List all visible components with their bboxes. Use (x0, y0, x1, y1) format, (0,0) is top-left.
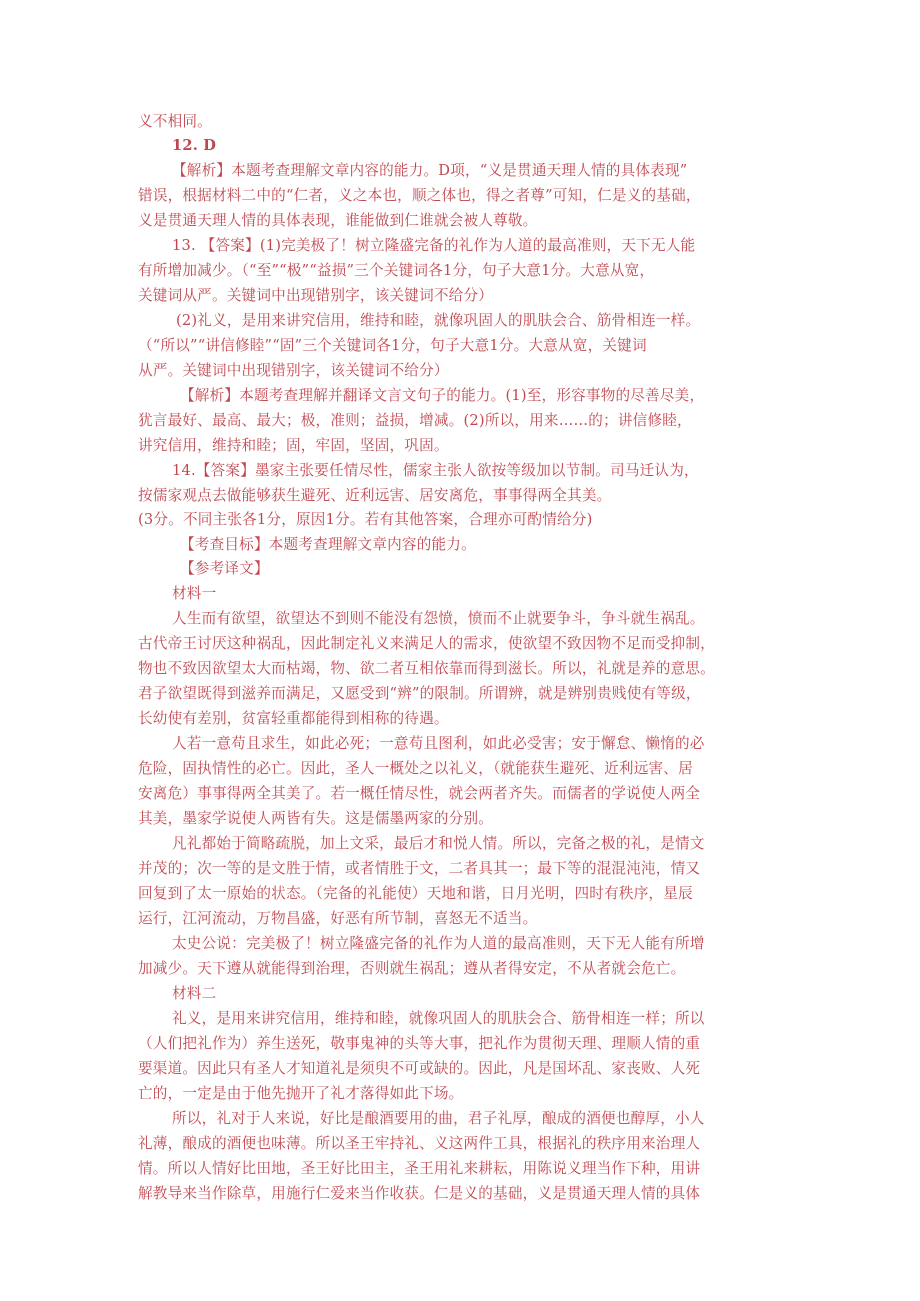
text-line: 错误，根据材料二中的“仁者，义之本也，顺之体也，得之者尊”可知，仁是义的基础， (138, 187, 701, 204)
text-line: 长幼使有差别，贫富轻重都能得到相称的待遇。 (138, 710, 449, 727)
text-line: 安离危）事事得两全其美了。若一概任情尽性，就会两者齐失。而儒者的学说使人两全 (138, 785, 701, 802)
text-line: 义是贯通天理人情的具体表现，谁能做到仁谁就会被人尊敬。 (138, 212, 538, 229)
text-line: 【解析】本题考查理解并翻译文言文句子的能力。(1)至，形容事物的尽善尽美， (180, 387, 705, 404)
text-line: 并茂的；次一等的是文胜于情，或者情胜于文，二者具其一；最下等的混混沌沌，情又 (138, 860, 701, 877)
text-line: 古代帝王讨厌这种祸乱，因此制定礼义来满足人的需求，使欲望不致因物不足而受抑制， (138, 635, 715, 652)
text-line: （“所以”“讲信修睦”“固”三个关键词各1分，句子大意1分。大意从宽，关键词 (138, 337, 647, 354)
text-line: 要渠道。因此只有圣人才知道礼是须臾不可或缺的。因此，凡是国坏乱、家丧败、人死 (138, 1060, 701, 1077)
text-line: 解教导来当作除草，用施行仁爱来当作收获。仁是义的基础，义是贯通天理人情的具体 (138, 1185, 701, 1202)
text-line: 犹言最好、最高、最大；极，准则；益损，增减。(2)所以，用来……的；讲信修睦， (138, 412, 692, 429)
text-line: 君子欲望既得到滋养而满足，又愿受到“辨”的限制。所谓辨，就是辨别贵贱使有等级， (138, 685, 701, 702)
text-line: 运行，江河流动，万物昌盛，好恶有所节制，喜怒无不适当。 (138, 910, 538, 927)
text-line: 人生而有欲望，欲望达不到则不能没有怨愤，愤而不止就要争斗，争斗就生祸乱。 (172, 610, 705, 627)
section-heading: 【参考译文】 (180, 560, 269, 577)
section-heading: 材料二 (172, 985, 217, 1002)
text-line: 按儒家观点去做能够获生避死、近利远害、居安离危，事事得两全其美。 (138, 487, 612, 504)
text-line: 危险，固执情性的必亡。因此，圣人一概处之以礼义，（就能获生避死、近利远害、居 (138, 760, 693, 777)
text-line: 从严。关键词中出现错别字，该关键词不给分） (138, 362, 449, 379)
text-line: 所以，礼对于人来说，好比是酿酒要用的曲，君子礼厚，酿成的酒便也醇厚，小人 (172, 1110, 705, 1127)
text-line: 【解析】本题考查理解文章内容的能力。D项，“义是贯通天理人情的具体表现” (172, 162, 688, 179)
text-line: 太史公说：完美极了！树立隆盛完备的礼作为人道的最高准则，天下无人能有所增 (172, 935, 705, 952)
text-line: 礼薄，酿成的酒便也味薄。所以圣王牢持礼、义这两件工具，根据礼的秩序用来治理人 (138, 1135, 701, 1152)
text-line: 讲究信用，维持和睦；固，牢固，坚固，巩固。 (138, 437, 449, 454)
text-line: 关键词从严。关键词中出现错别字，该关键词不给分） (138, 287, 494, 304)
text-line: 凡礼都始于简略疏脱，加上文采，最后才和悦人情。所以，完备之极的礼，是情文 (172, 835, 705, 852)
text-line: 14.【答案】墨家主张要任情尽性，儒家主张人欲按等级加以节制。司马迁认为， (172, 462, 699, 479)
text-line: (2)礼义，是用来讲究信用，维持和睦，就像巩固人的肌肤会合、筋骨相连一样。 (176, 312, 701, 329)
text-line: 礼义，是用来讲究信用，维持和睦，就像巩固人的肌肤会合、筋骨相连一样；所以 (172, 1010, 705, 1027)
text-line: 其美，墨家学说使人两皆有失。这是儒墨两家的分别。 (138, 810, 494, 827)
text-line: 有所增加减少。（“至”“极”“益损”三个关键词各1分，句子大意1分。大意从宽， (138, 262, 655, 279)
section-heading: 材料一 (172, 585, 217, 602)
text-line: 加减少。天下遵从就能得到治理，否则就生祸乱；遵从者得安定，不从者就会危亡。 (138, 960, 686, 977)
text-line: 亡的，一定是由于他先抛开了礼才落得如此下场。 (138, 1085, 464, 1102)
text-line: 人若一意苟且求生，如此必死；一意苟且图利，如此必受害；安于懈怠、懒惰的必 (172, 735, 705, 752)
text-line: 【考查目标】本题考查理解文章内容的能力。 (180, 536, 476, 553)
text-line: 回复到了太一原始的状态。（完备的礼能使）天地和谐，日月光明，四时有秩序，星辰 (138, 885, 693, 902)
text-line: 情。所以人情好比田地，圣王好比田主，圣王用礼来耕耘，用陈说义理当作下种，用讲 (138, 1160, 701, 1177)
text-line: 义不相同。 (138, 113, 212, 130)
question-number: 12. D (172, 137, 217, 154)
text-line: 物也不致因欲望太大而枯竭，物、欲二者互相依靠而得到滋长。所以，礼就是养的意思。 (138, 660, 715, 677)
text-line: （人们把礼作为）养生送死，敬事鬼神的头等大事，把礼作为贯彻天理、理顺人情的重 (138, 1035, 701, 1052)
text-line: 13. 【答案】(1)完美极了！树立隆盛完备的礼作为人道的最高准则，天下无人能 (172, 237, 696, 254)
text-line: (3分。不同主张各1分，原因1分。若有其他答案，合理亦可酌情给分) (138, 511, 593, 528)
